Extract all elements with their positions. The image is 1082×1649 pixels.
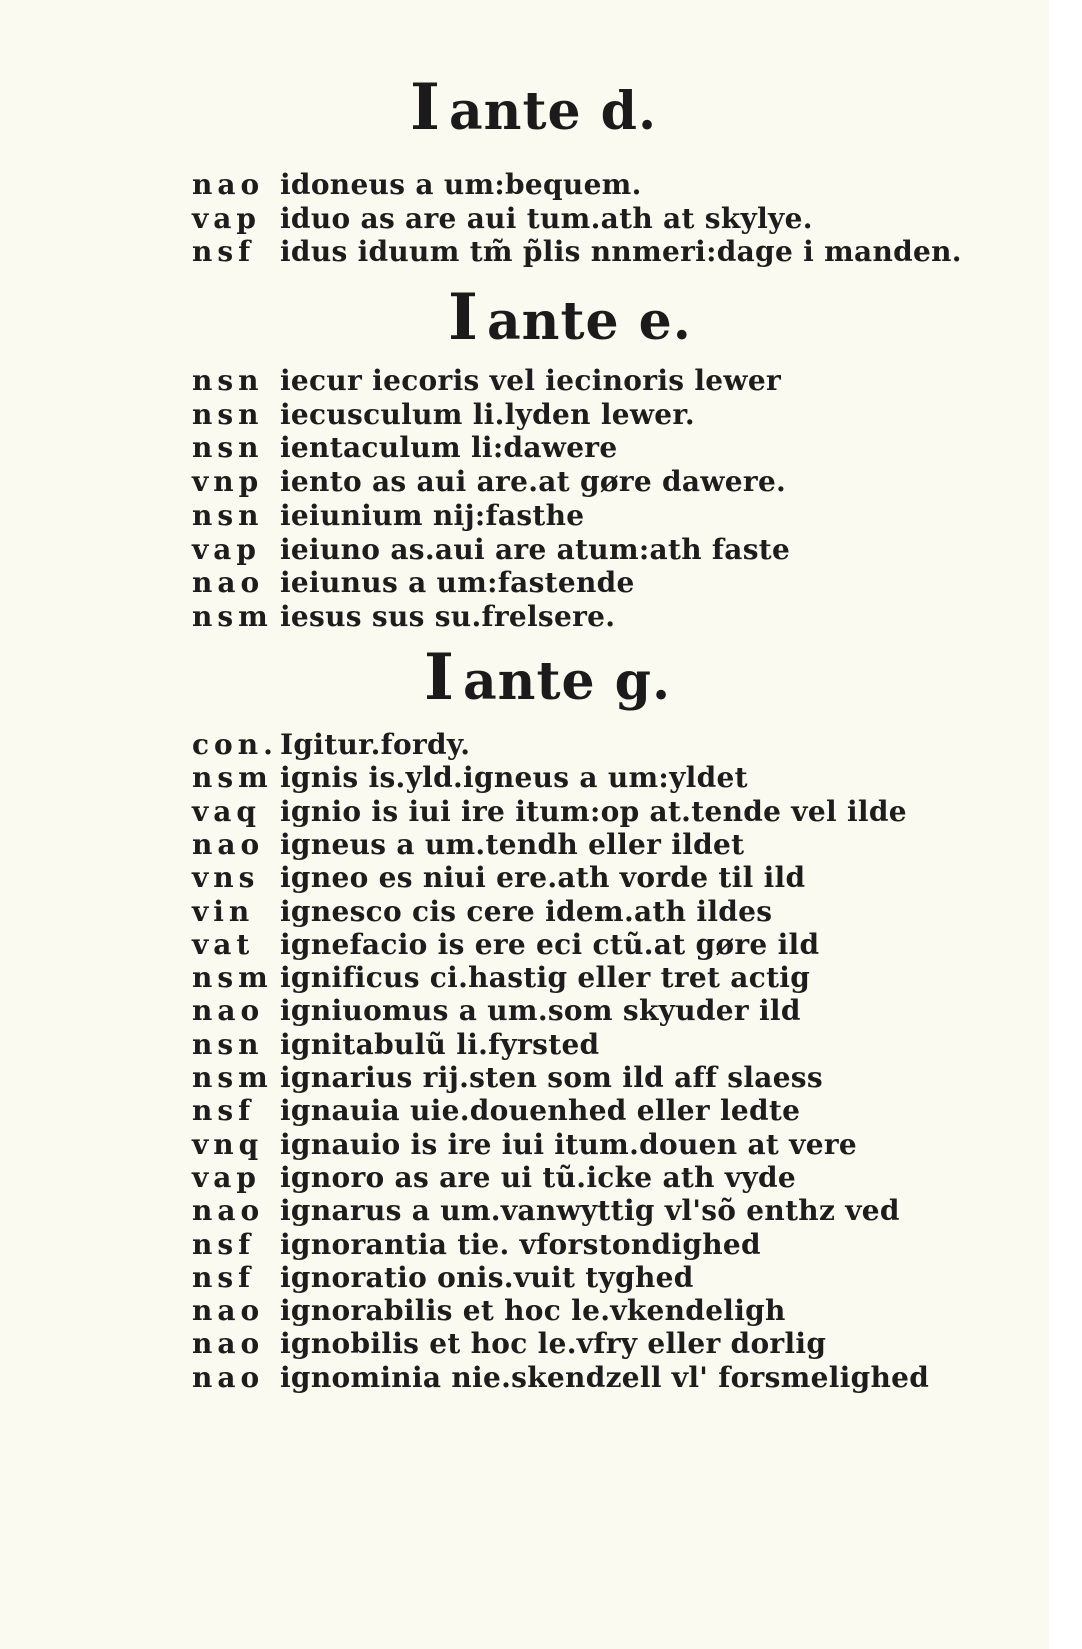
entry-code: nao	[192, 566, 265, 600]
entry-code: vns	[192, 861, 260, 895]
entry-code: nao	[192, 1194, 265, 1228]
entry-code: nsm	[192, 1061, 273, 1094]
entry-code: nao	[192, 994, 265, 1028]
entry-text: idus iduum tm̃ p̃lis nnmeri:dage i manden.	[280, 235, 962, 268]
entry-text: igneus a um.tendh eller ildet	[280, 827, 745, 861]
entry-text: ignorantia tie. vforstondighed	[280, 1227, 761, 1261]
entry-text: igneo es niui ere.ath vorde til ild	[280, 861, 806, 895]
heading-initial: I	[448, 280, 479, 355]
entry-code: vin	[192, 894, 255, 928]
entry-code: nsm	[192, 599, 273, 633]
entry-text: iento as aui are.at gøre dawere.	[280, 465, 787, 499]
entry-code: nsn	[192, 498, 264, 532]
entry-text: ignoro as are ui tũ.icke ath vyde	[280, 1160, 796, 1194]
entry-code: vap	[192, 532, 261, 566]
entry-text: iecusculum li.lyden lewer.	[280, 397, 695, 431]
entry-text: iesus sus su.frelsere.	[280, 599, 616, 633]
entry-text: Igitur.fordy.	[280, 728, 471, 761]
entry-text: ignificus ci.hastig eller tret actig	[280, 961, 811, 995]
entry-text: ieiunus a um:fastende	[280, 566, 635, 600]
entry-code: vap	[192, 201, 261, 235]
entry-text: ignarus a um.vanwyttig vl'sõ enthz ved	[280, 1194, 900, 1228]
heading-initial: I	[410, 70, 441, 145]
entry-code: nsn	[192, 431, 264, 465]
entry-code: nsf	[192, 1227, 256, 1261]
section-heading	[424, 640, 671, 715]
entry-text: ignarius rij.sten som ild aff slaess	[280, 1061, 823, 1094]
entry-code: nsm	[192, 761, 273, 795]
heading-text: ante e.	[486, 291, 692, 352]
entry-text: ignauio is ire iui itum.douen at vere	[280, 1127, 858, 1161]
entry-code: nsm	[192, 961, 273, 995]
entry-code: con.	[192, 728, 278, 761]
entry-code: nsn	[192, 364, 264, 397]
entry-text: ieiuno as.aui are atum:ath faste	[280, 532, 791, 566]
entry-code: vnq	[192, 1127, 264, 1161]
page-margin	[1049, 0, 1082, 1649]
entry-text: ignauia uie.douenhed eller ledte	[280, 1094, 801, 1128]
section-heading	[410, 70, 657, 145]
entry-code: vap	[192, 1160, 261, 1194]
entry-text: ignoratio onis.vuit tyghed	[280, 1260, 694, 1294]
entry-text: ignio is iui ire itum:op at.tende vel ilde	[280, 794, 907, 828]
entry-code: nsf	[192, 1094, 256, 1128]
entry-code: nao	[192, 1360, 265, 1394]
entry-code: nao	[192, 1294, 265, 1328]
entry-text: ignitabulũ li.fyrsted	[280, 1027, 600, 1061]
section-heading	[448, 280, 692, 355]
entry-code: nao	[192, 827, 265, 861]
entry-text: iecur iecoris vel iecinoris lewer	[280, 364, 781, 397]
heading-text: ante d.	[448, 81, 658, 142]
entry-text: ignefacio is ere eci ctũ.at gøre ild	[280, 927, 820, 961]
entry-text: idoneus a um:bequem.	[280, 168, 642, 201]
entry-code: nsf	[192, 1260, 256, 1294]
entry-text: ignominia nie.skendzell vl' forsmelighed	[280, 1360, 930, 1394]
entry-code: nsn	[192, 397, 264, 431]
entry-text: iduo as are aui tum.ath at skylye.	[280, 201, 813, 235]
entry-code: nao	[192, 168, 265, 201]
entry-text: ientaculum li:dawere	[280, 431, 618, 465]
heading-initial: I	[424, 640, 455, 715]
entry-code: nsn	[192, 1027, 264, 1061]
entry-text: ignobilis et hoc le.vfry eller dorlig	[280, 1327, 827, 1361]
entry-text: ignesco cis cere idem.ath ildes	[280, 894, 773, 928]
entry-text: ieiunium nij:fasthe	[280, 498, 585, 532]
entry-code: vnp	[192, 465, 264, 499]
heading-text: ante g.	[462, 651, 672, 712]
entry-text: igniuomus a um.som skyuder ild	[280, 994, 801, 1028]
entry-code: vaq	[192, 794, 261, 828]
entry-text: ignis is.yld.igneus a um:yldet	[280, 761, 748, 795]
entry-code: nsf	[192, 235, 256, 268]
entry-code: nao	[192, 1327, 265, 1361]
entry-code: vat	[192, 927, 255, 961]
entry-text: ignorabilis et hoc le.vkendeligh	[280, 1294, 786, 1328]
